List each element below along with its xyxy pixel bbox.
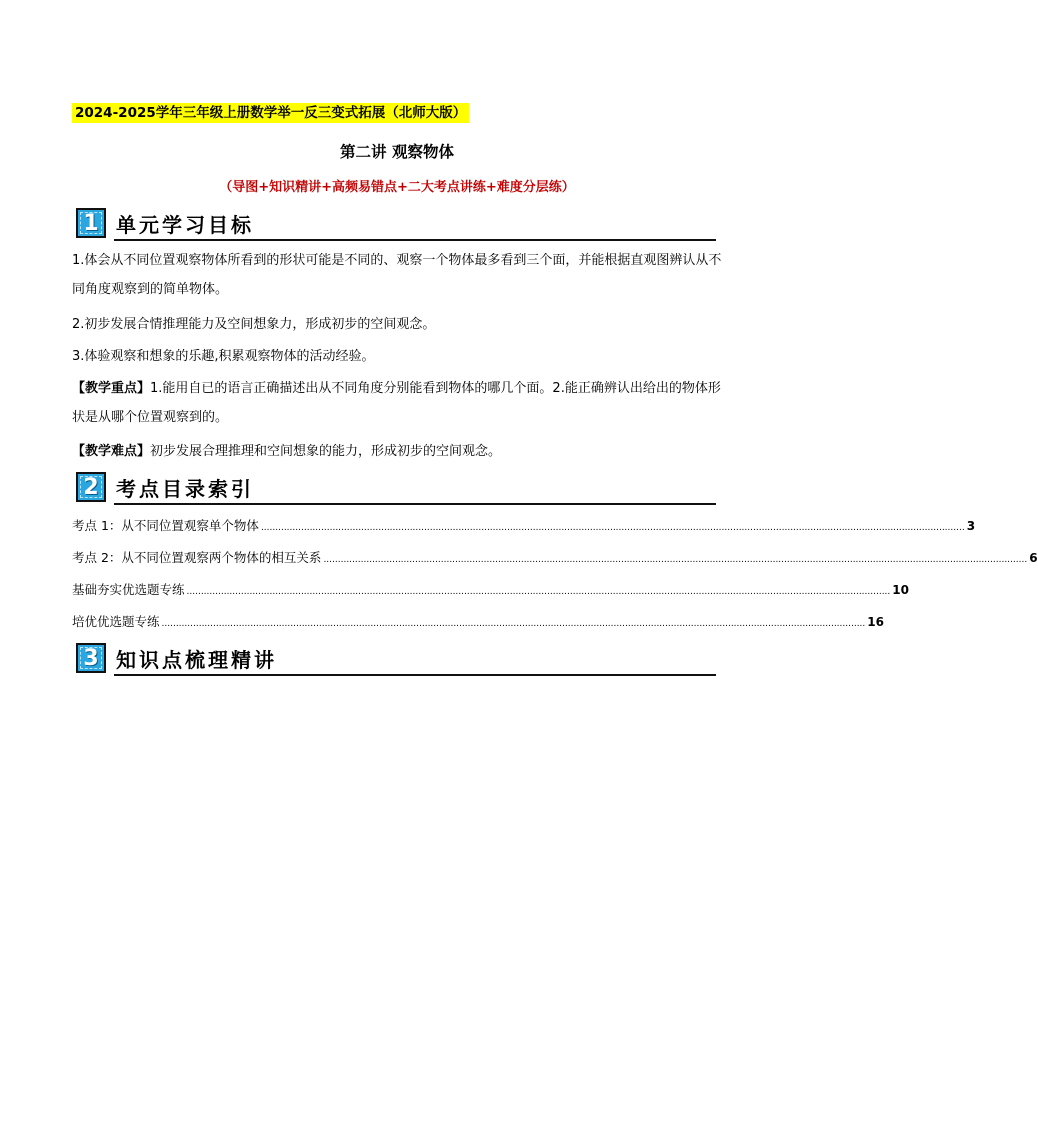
objective-item-3: 3.体验观察和想象的乐趣,积累观察物体的活动经验。 (72, 349, 375, 364)
section-divider (114, 239, 716, 241)
section-number-badge: 3 (76, 643, 106, 673)
key-points-paragraph (72, 374, 724, 432)
toc-entry[interactable] (72, 548, 1038, 568)
toc-entry-page: 6 (1029, 551, 1038, 565)
toc-leader-dots: ...................................................................................................................................................................................................................................................... (161, 619, 866, 629)
objective-item-2: 2.初步发展合情推理能力及空间想象力，形成初步的空间观念。 (72, 317, 436, 332)
toc-leader-dots: ...................................................................................................................................................................................................................................................... (186, 587, 891, 597)
section-title: 单元学习目标 (116, 213, 254, 237)
difficult-points-paragraph (72, 437, 724, 466)
toc-entry-label: 考点 2：从不同位置观察两个物体的相互关系 (72, 550, 322, 565)
document-banner: 2024-2025学年三年级上册数学举一反三变式拓展（北师大版） (72, 103, 469, 123)
toc-entry[interactable] (72, 516, 976, 536)
page-subtitle: （导图+知识精讲+高频易错点+二大考点讲练+难度分层练） (219, 180, 575, 195)
toc-entry-label: 培优优选题专练 (72, 614, 160, 629)
toc-entry-label: 考点 1：从不同位置观察单个物体 (72, 518, 259, 533)
section-divider (114, 674, 716, 676)
key-points-text: 1.能用自已的语言正确描述出从不同角度分别能看到物体的哪几个面。2.能正确辨认出给出的物体形状是从哪个位置观察到的。 (72, 381, 721, 425)
toc-entry-label: 基础夯实优选题专练 (72, 582, 185, 597)
section-number-badge: 2 (76, 472, 106, 502)
objective-item-1: 1.体会从不同位置观察物体所看到的形状可能是不同的、观察一个物体最多看到三个面，并能根据直观图辨认从不同角度观察到的简单物体。 (72, 253, 722, 297)
toc-leader-dots: ...................................................................................................................................................................................................................................................... (323, 555, 1028, 565)
section-number-badge: 1 (76, 208, 106, 238)
section-divider (114, 503, 716, 505)
toc-entry[interactable] (72, 580, 909, 600)
toc-leader-dots: ...................................................................................................................................................................................................................................................... (260, 523, 965, 533)
toc-entry[interactable] (72, 612, 884, 632)
toc-entry-page: 16 (867, 615, 884, 629)
key-points-label: 【教学重点】 (72, 381, 151, 396)
difficult-points-text: 初步发展合理推理和空间想象的能力，形成初步的空间观念。 (150, 444, 502, 459)
section-title: 考点目录索引 (116, 477, 254, 501)
section-title: 知识点梳理精讲 (116, 648, 277, 672)
difficult-points-label: 【教学难点】 (72, 444, 151, 459)
page-title: 第二讲 观察物体 (340, 143, 454, 161)
toc-entry-page: 10 (892, 583, 909, 597)
toc-entry-page: 3 (966, 519, 976, 533)
